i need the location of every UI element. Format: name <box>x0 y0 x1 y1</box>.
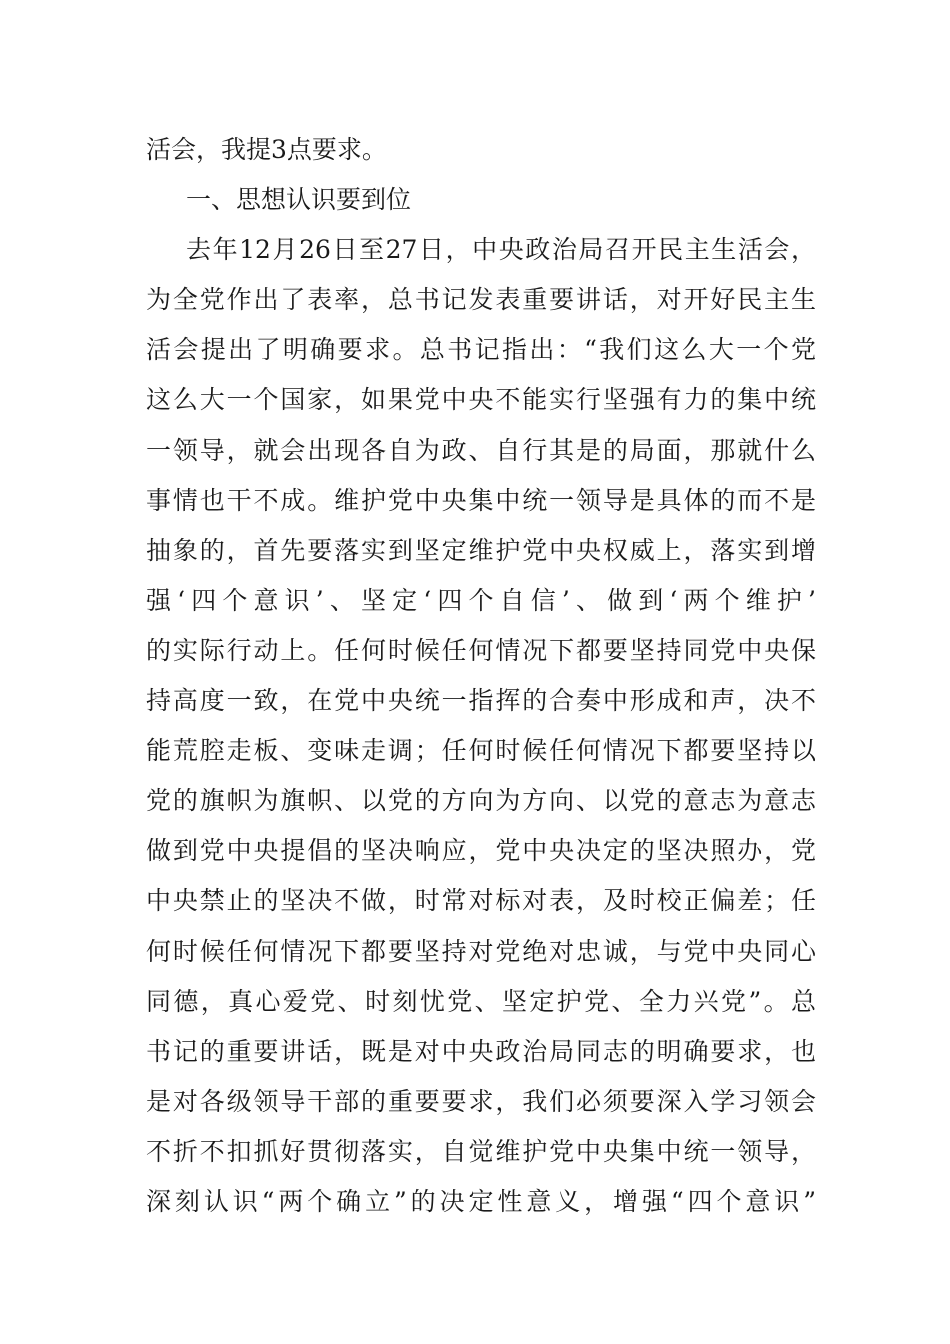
text-line-22: 深刻认识“两个确立”的决定性意义，增强“四个意识” <box>146 1186 816 1216</box>
text-line-3: 去年12月26日至27日，中央政治局召开民主生活会， <box>186 235 816 265</box>
text-line-19: 书记的重要讲话，既是对中央政治局同志的明确要求，也 <box>146 1036 816 1066</box>
text-line-18: 同德，真心爱党、时刻忧党、坚定护党、全力兴党”。总 <box>146 986 816 1016</box>
text-line-11: 的实际行动上。任何时候任何情况下都要坚持同党中央保 <box>146 635 816 665</box>
text-line-1: 活会，我提3点要求。 <box>146 135 387 164</box>
text-line-17: 何时候任何情况下都要坚持对党绝对忠诚，与党中央同心 <box>146 936 816 966</box>
text-line-6: 这么大一个国家，如果党中央不能实行坚强有力的集中统 <box>146 385 816 415</box>
text-line-10: 强‘四个意识’、坚定‘四个自信’、做到‘两个维护’ <box>146 585 816 615</box>
text-line-5: 活会提出了明确要求。总书记指出：“我们这么大一个党 <box>146 335 816 365</box>
text-line-7: 一领导，就会出现各自为政、自行其是的局面，那就什么 <box>146 435 816 465</box>
text-line-15: 做到党中央提倡的坚决响应，党中央决定的坚决照办，党 <box>146 836 816 866</box>
body-text <box>146 128 816 1230</box>
section-heading: 一、思想认识要到位 <box>186 185 412 215</box>
text-line-13: 能荒腔走板、变味走调；任何时候任何情况下都要坚持以 <box>146 736 816 766</box>
text-line-16: 中央禁止的坚决不做，时常对标对表，及时校正偏差；任 <box>146 886 816 916</box>
text-line-4: 为全党作出了表率，总书记发表重要讲话，对开好民主生 <box>146 285 816 315</box>
text-line-12: 持高度一致，在党中央统一指挥的合奏中形成和声，决不 <box>146 686 816 716</box>
text-line-8: 事情也干不成。维护党中央集中统一领导是具体的而不是 <box>146 485 816 515</box>
text-line-20: 是对各级领导干部的重要要求，我们必须要深入学习领会 <box>146 1086 816 1116</box>
text-line-14: 党的旗帜为旗帜、以党的方向为方向、以党的意志为意志 <box>146 786 816 816</box>
text-line-21: 不折不扣抓好贯彻落实，自觉维护党中央集中统一领导， <box>146 1136 816 1166</box>
text-line-9: 抽象的，首先要落实到坚定维护党中央权威上，落实到增 <box>146 535 816 565</box>
